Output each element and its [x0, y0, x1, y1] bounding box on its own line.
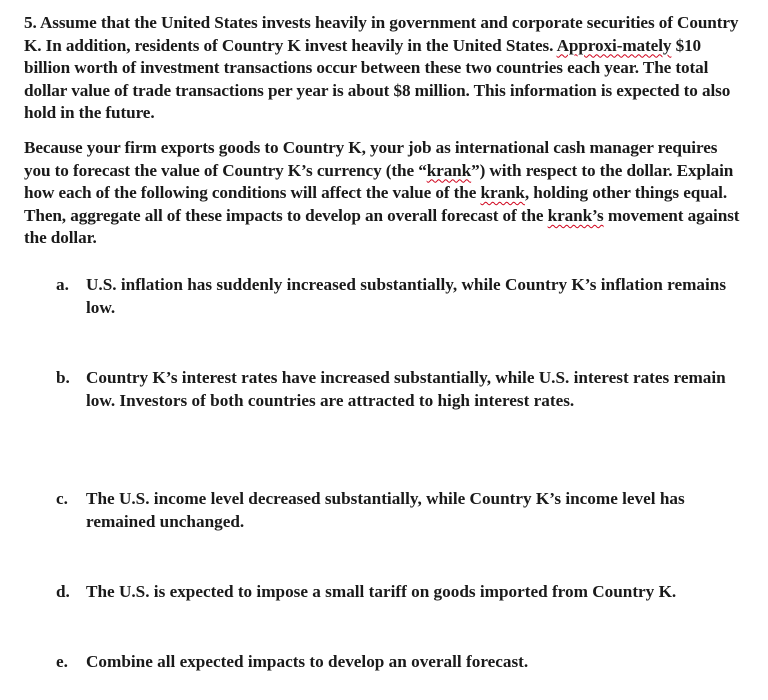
item-text: The U.S. is expected to impose a small tariff on goods imported from Country K. [86, 582, 677, 601]
question-paragraph-2 [24, 137, 740, 250]
list-item-d [56, 581, 736, 604]
paragraph-2-text-a: Because your firm exports goods to Country K, your job as international cash manager requires you to forecast the value of Country K’s currency (the “ [24, 137, 718, 180]
paragraph-1-text-a: 5. Assume that the United States invests heavily in government and corporate securities of Country K. In addition, residents of Country K invest heavily in the United States. [24, 13, 739, 55]
item-letter: a. [56, 275, 69, 294]
paragraph-2-text-g: movement against the dollar. [24, 205, 740, 248]
item-text: Country K’s interest rates have increased substantially, while U.S. interest rates remain low. Investors of both countries are attracted to high interest rates. [86, 368, 726, 410]
paragraph-2-text-e: , holding other things equal. Then, aggregate all of these impacts to develop an overall forecast of the [24, 183, 728, 225]
spellcheck-word-approximately: Approxi-mately [556, 35, 672, 55]
item-letter: e. [56, 652, 68, 671]
item-text: U.S. inflation has suddenly increased substantially, while Country K’s inflation remains low. [86, 275, 727, 317]
item-text: Combine all expected impacts to develop an overall forecast. [86, 652, 529, 671]
spellcheck-word-krank-2: krank [480, 183, 525, 203]
list-item-b [56, 367, 736, 412]
paragraph-1-text-c: $10 billion worth of investment transactions occur between these two countries each year. The total dollar value of trade transactions per year is about $8 million. This information is expected to also hold in the future. [24, 35, 731, 123]
list-item-c [56, 488, 736, 533]
item-letter: b. [56, 368, 70, 387]
item-letter: d. [56, 582, 70, 601]
spellcheck-word-krank-1: krank [426, 160, 472, 180]
list-item-e [56, 651, 736, 674]
document-body [24, 12, 740, 250]
paragraph-2-text-c: ”) with respect to the dollar. Explain how each of the following conditions will affect the value of the [24, 160, 734, 203]
question-paragraph-1 [24, 12, 740, 125]
list-item-a [56, 274, 736, 319]
spellcheck-word-krank-3: krank’s [547, 205, 604, 225]
item-text: The U.S. income level decreased substantially, while Country K’s income level has remained unchanged. [86, 489, 685, 531]
item-letter: c. [56, 489, 68, 508]
